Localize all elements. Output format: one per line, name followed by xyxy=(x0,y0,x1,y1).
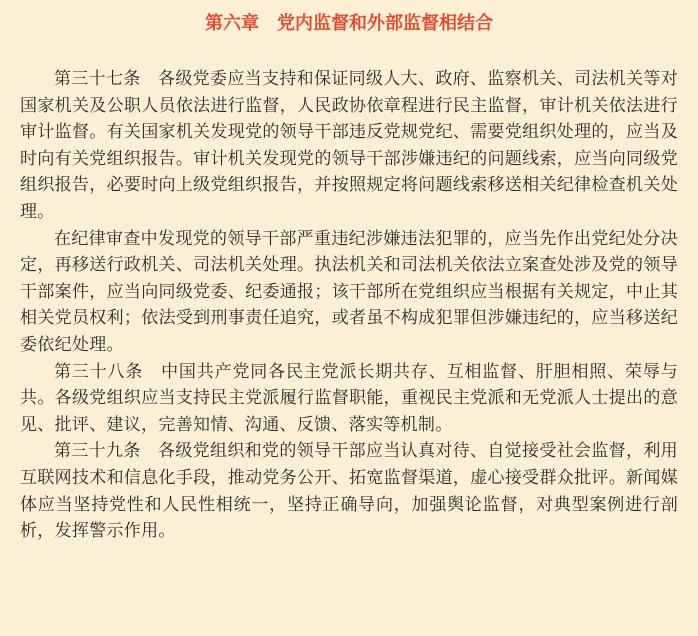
article-39-paragraph: 第三十九条 各级党组织和党的领导干部应当认真对待、自觉接受社会监督，利用互联网技术和信息化手段，推动党务公开、拓宽监督渠道，虚心接受群众批评。新闻媒体应当坚持党性和人民性相统一，坚持正确导向，加强舆论监督，对典型案例进行剖析，发挥警示作用。 xyxy=(20,441,678,542)
article-37-continuation-paragraph: 在纪律审查中发现党的领导干部严重违纪涉嫌违法犯罪的，应当先作出党纪处分决定，再移送行政机关、司法机关处理。执法机关和司法机关依法立案查处涉及党的领导干部案件，应当向同级党委、纪委通报；该干部所在党组织应当根据有关规定，中止其相关党员权利；依法受到刑事责任追究，或者虽不构成犯罪但涉嫌违纪的，应当移送纪委依纪处理。 xyxy=(20,228,678,355)
article-38-paragraph: 第三十八条 中国共产党同各民主党派长期共存、互相监督、肝胆相照、荣辱与共。各级党组织应当支持民主党派履行监督职能，重视民主党派和无党派人士提出的意见、批评、建议，完善知情、沟通、反馈、落实等机制。 xyxy=(20,361,678,435)
article-37-paragraph: 第三十七条 各级党委应当支持和保证同级人大、政府、监察机关、司法机关等对国家机关及公职人员依法进行监督，人民政协依章程进行民主监督，审计机关依法进行审计监督。有关国家机关发现党的领导干部违反党规党纪、需要党组织处理的，应当及时向有关党组织报告。审计机关发现党的领导干部涉嫌违纪的问题线索，应当向同级党组织报告，必要时向上级党组织报告，并按照规定将问题线索移送相关纪律检查机关处理。 xyxy=(20,69,678,222)
chapter-title: 第六章 党内监督和外部监督相结合 xyxy=(205,13,493,34)
